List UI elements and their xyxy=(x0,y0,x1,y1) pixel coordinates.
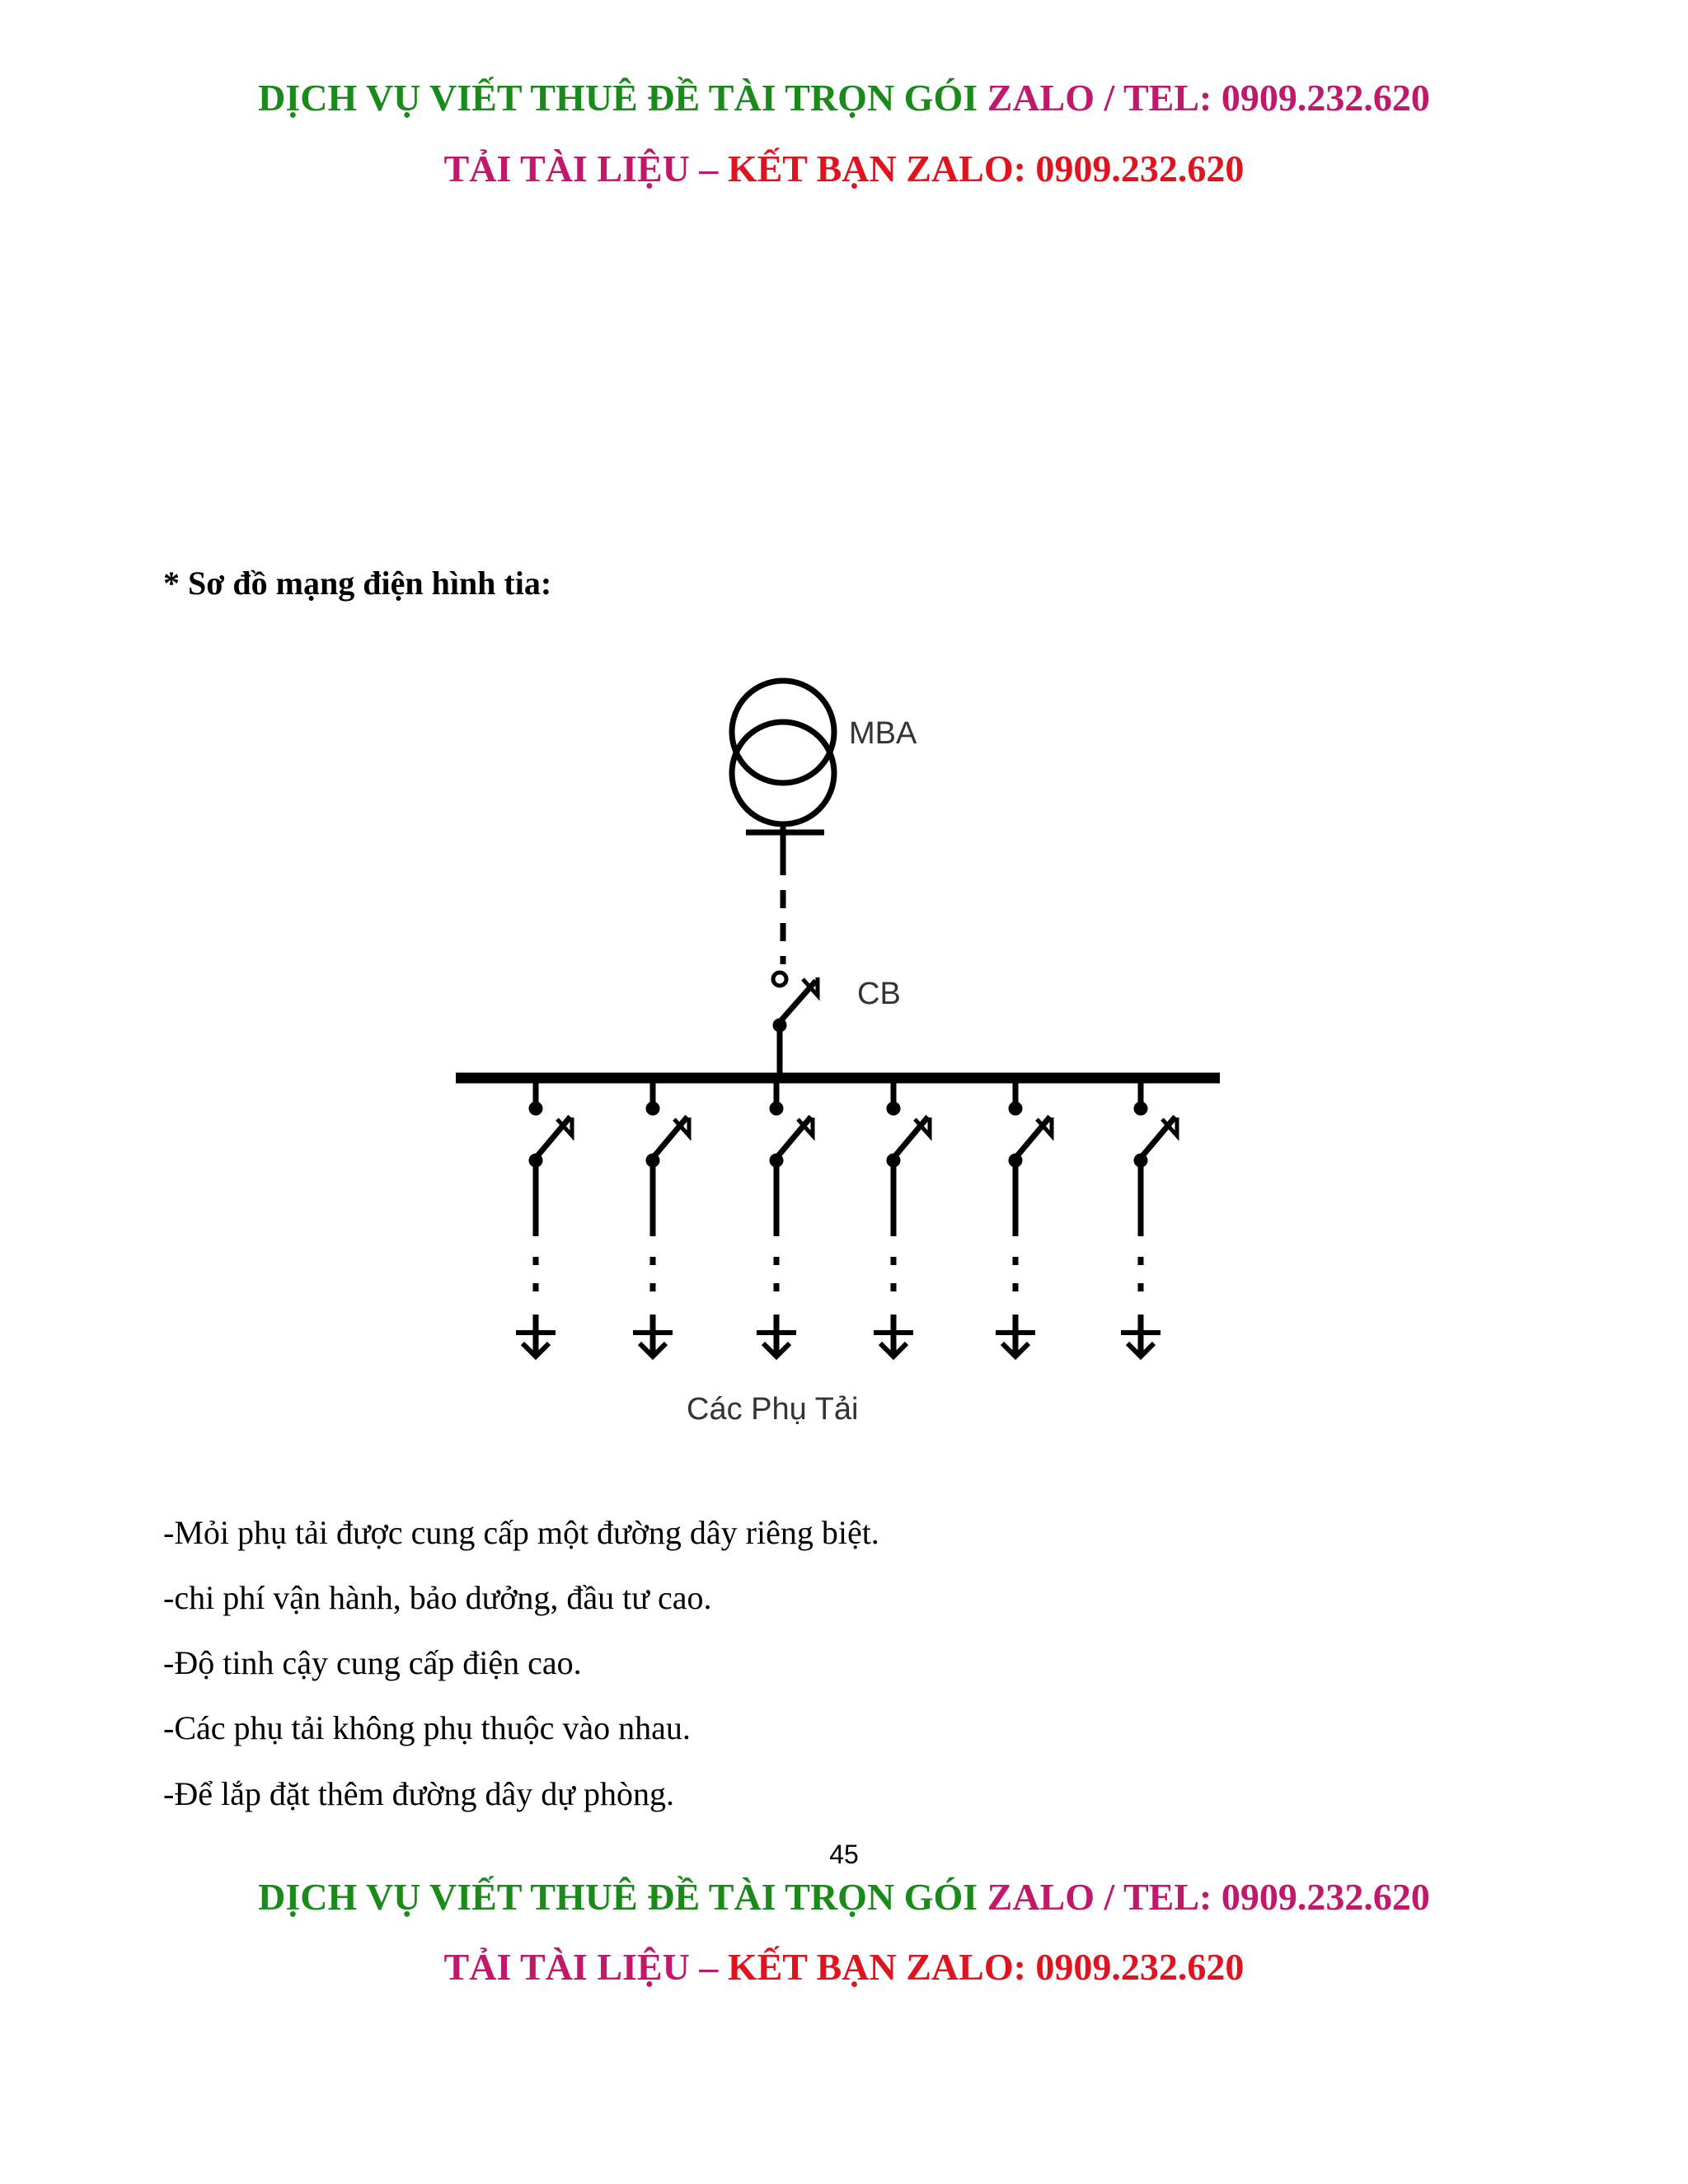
header-service-text: DỊCH VỤ VIẾT THUÊ ĐỀ TÀI TRỌN GÓI xyxy=(258,77,987,119)
page-number: 45 xyxy=(829,1840,859,1869)
feeder-branch xyxy=(633,1078,689,1357)
footer-download-line xyxy=(0,1945,1688,1989)
feeder-branch xyxy=(516,1078,572,1357)
footer-service-text: DỊCH VỤ VIẾT THUÊ ĐỀ TÀI TRỌN GÓI xyxy=(258,1876,987,1918)
bullet-item: -Độ tinh cậy cung cấp điện cao. xyxy=(163,1644,582,1681)
footer-phone-text: ZALO / TEL: 0909.232.620 xyxy=(987,1876,1430,1918)
header-zalo-text: KẾT BẠN ZALO: 0909.232.620 xyxy=(727,148,1245,190)
loads-label: Các Phụ Tải xyxy=(687,1392,859,1427)
section-heading: * Sơ đồ mạng điện hình tia: xyxy=(163,565,552,602)
feeder-branch xyxy=(874,1078,930,1357)
feeder-group xyxy=(516,1078,1177,1357)
footer-zalo-text: KẾT BẠN ZALO: 0909.232.620 xyxy=(727,1946,1245,1988)
feeder-branch xyxy=(1121,1078,1177,1357)
breaker-label: CB xyxy=(857,977,901,1011)
bullet-item: -Mỏi phụ tải được cung cấp một đường dây riêng biệt. xyxy=(163,1514,879,1551)
footer-service-line xyxy=(0,1875,1688,1919)
header-phone-text: ZALO / TEL: 0909.232.620 xyxy=(987,77,1430,119)
main-breaker-symbol xyxy=(773,972,818,1078)
footer-download-text: TẢI TÀI LIỆU – xyxy=(443,1946,728,1988)
transformer-label: MBA xyxy=(849,716,917,751)
feeder-branch xyxy=(996,1078,1052,1357)
feeder-branch xyxy=(757,1078,813,1357)
bullet-item: -Để lắp đặt thêm đường dây dự phòng. xyxy=(163,1775,674,1812)
transformer-symbol xyxy=(732,681,834,857)
header-download-text: TẢI TÀI LIỆU – xyxy=(443,148,728,190)
bullet-item: -Các phụ tải không phụ thuộc vào nhau. xyxy=(163,1709,691,1746)
bullet-item: -chi phí vận hành, bảo dưởng, đầu tư cao. xyxy=(163,1579,712,1616)
